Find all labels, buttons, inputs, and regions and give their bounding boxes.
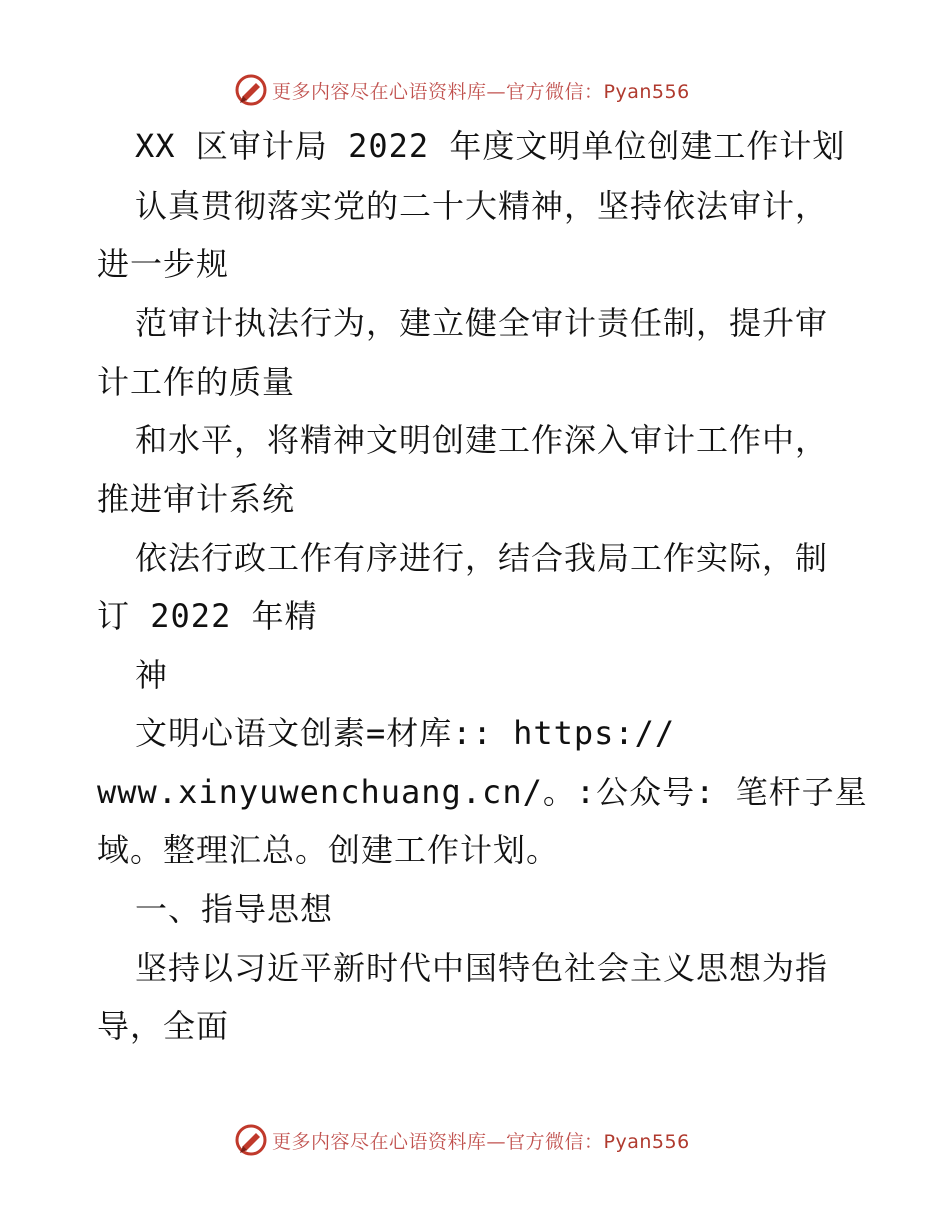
paragraph-line: 神: [135, 656, 169, 694]
paragraph-line: 和水平，将精神文明创建工作深入审计工作中，: [135, 421, 829, 459]
paragraph-line: 域。整理汇总。创建工作计划。: [97, 831, 560, 869]
paragraph-line: 依法行政工作有序进行，结合我局工作实际，制: [135, 539, 829, 577]
section-heading: 一、指导思想: [135, 890, 334, 928]
paragraph-line: 范审计执法行为，建立健全审计责任制，提升审: [135, 304, 829, 342]
header-banner-wechat: Pyan556: [603, 80, 690, 103]
footer-banner-wechat: Pyan556: [603, 1130, 690, 1153]
paragraph-line: 推进审计系统: [97, 480, 296, 518]
paragraph-line: 导，全面: [97, 1007, 230, 1045]
paragraph-line: www.xinyuwenchuang.cn/。:公众号: 笔杆子星: [97, 773, 868, 811]
paragraph-line: 认真贯彻落实党的二十大精神，坚持依法审计，: [135, 187, 829, 225]
pen-logo-icon: [234, 73, 268, 107]
paragraph-line: 坚持以习近平新时代中国特色社会主义思想为指: [135, 949, 829, 987]
footer-banner-text: [272, 1127, 690, 1154]
footer-banner: [234, 1120, 690, 1160]
paragraph-line: 订 2022 年精: [97, 597, 318, 635]
header-banner-label: 更多内容尽在心语资料库—官方微信：: [272, 80, 604, 103]
pen-logo-icon: [234, 1123, 268, 1157]
paragraph-line: 进一步规: [97, 245, 230, 283]
paragraph-line: 文明心语文创素=材库:: https://: [135, 714, 676, 752]
header-banner: [234, 70, 690, 110]
document-title: XX 区审计局 2022 年度文明单位创建工作计划: [135, 127, 846, 165]
paragraph-line: 计工作的质量: [97, 363, 296, 401]
footer-banner-label: 更多内容尽在心语资料库—官方微信：: [272, 1130, 604, 1153]
header-banner-text: [272, 77, 690, 104]
